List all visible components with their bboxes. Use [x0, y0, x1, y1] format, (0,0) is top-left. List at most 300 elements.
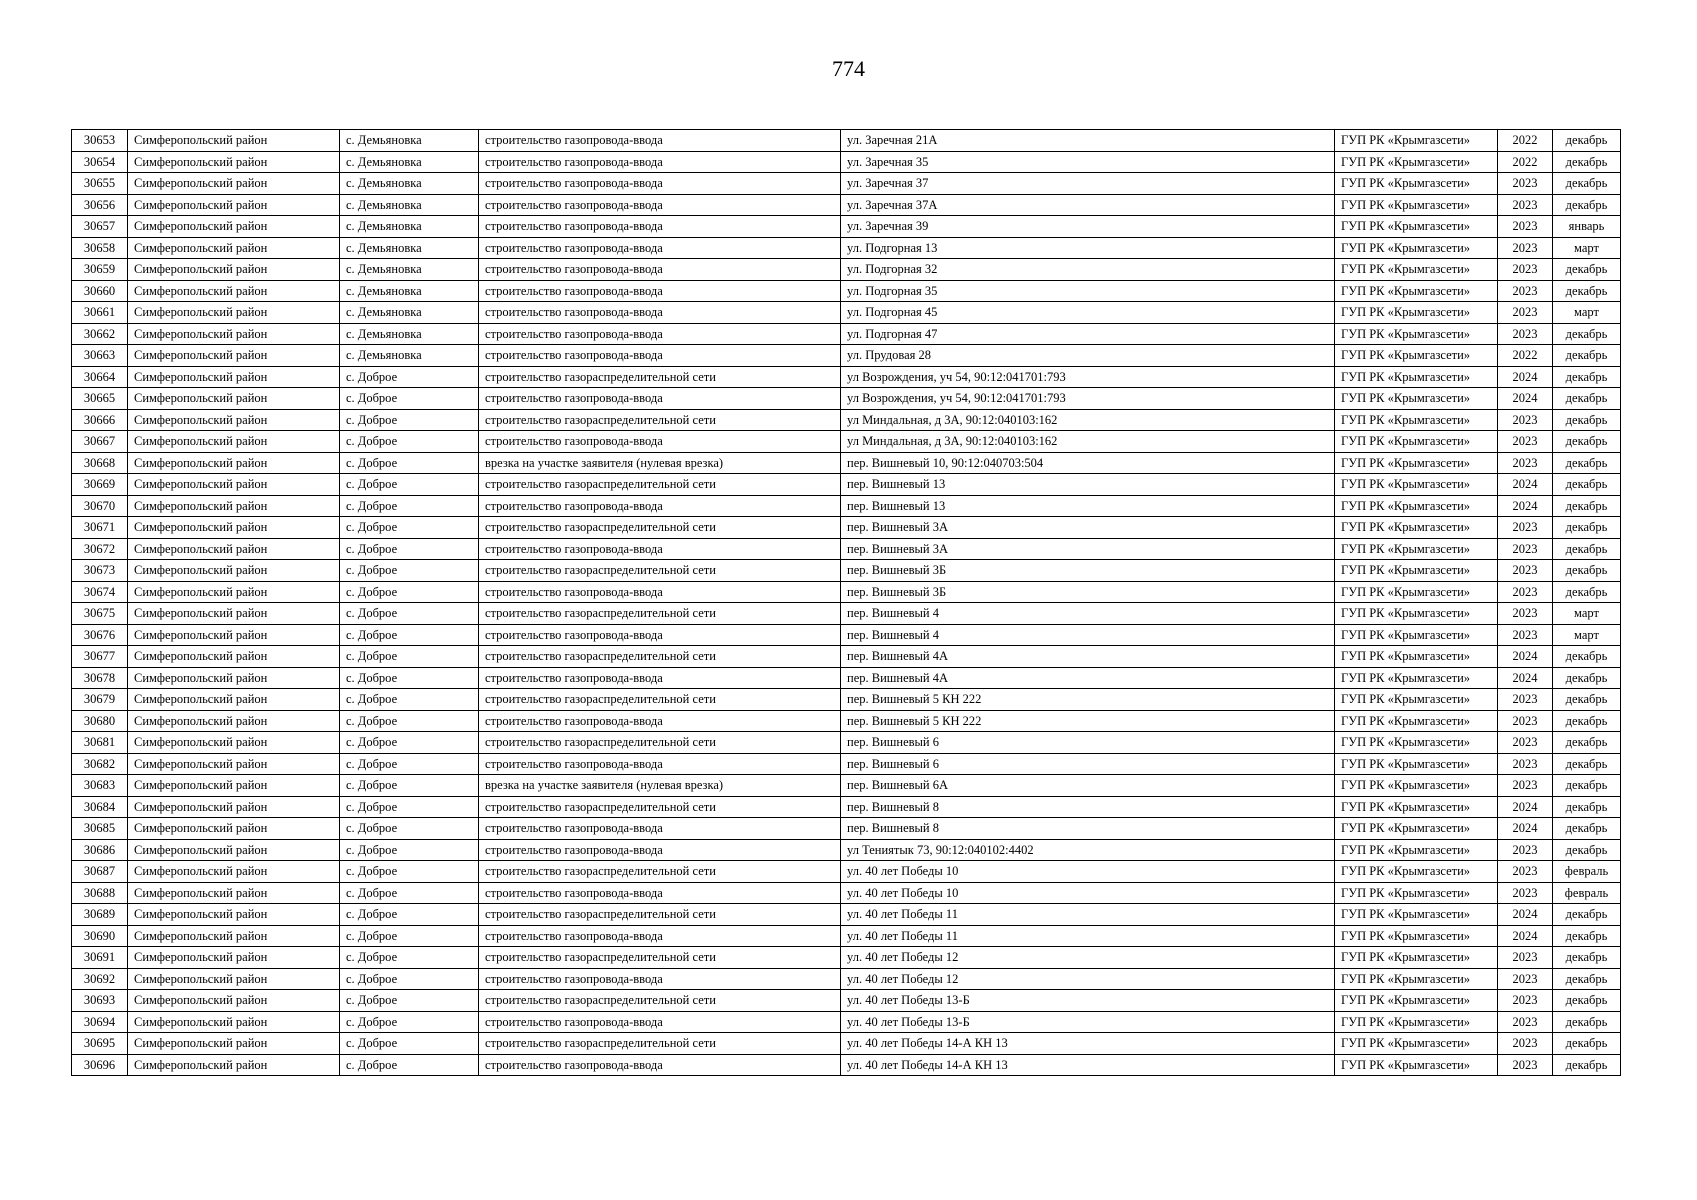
record-number: 30688 — [72, 882, 128, 904]
work-type-cell: строительство газораспределительной сети — [479, 861, 841, 883]
table-row — [72, 796, 1621, 818]
year-cell: 2024 — [1498, 388, 1553, 410]
year-cell: 2024 — [1498, 366, 1553, 388]
district-cell: Симферопольский район — [128, 624, 340, 646]
address-cell: ул. Прудовая 28 — [841, 345, 1335, 367]
address-cell: ул. Подгорная 32 — [841, 259, 1335, 281]
organization-cell: ГУП РК «Крымгазсети» — [1335, 259, 1498, 281]
table-row — [72, 495, 1621, 517]
locality-cell: с. Доброе — [340, 388, 479, 410]
address-cell: пер. Вишневый 5 КН 222 — [841, 689, 1335, 711]
locality-cell: с. Доброе — [340, 1011, 479, 1033]
year-cell: 2023 — [1498, 839, 1553, 861]
district-cell: Симферопольский район — [128, 646, 340, 668]
year-cell: 2024 — [1498, 818, 1553, 840]
locality-cell: с. Доброе — [340, 667, 479, 689]
year-cell: 2022 — [1498, 130, 1553, 152]
organization-cell: ГУП РК «Крымгазсети» — [1335, 947, 1498, 969]
year-cell: 2023 — [1498, 947, 1553, 969]
table-row — [72, 624, 1621, 646]
address-cell: пер. Вишневый 3Б — [841, 560, 1335, 582]
record-number: 30654 — [72, 151, 128, 173]
record-number: 30666 — [72, 409, 128, 431]
address-cell: ул. 40 лет Победы 13-Б — [841, 990, 1335, 1012]
work-type-cell: строительство газопровода-ввода — [479, 495, 841, 517]
work-type-cell: строительство газопровода-ввода — [479, 710, 841, 732]
month-cell: декабрь — [1553, 517, 1621, 539]
month-cell: декабрь — [1553, 1054, 1621, 1076]
organization-cell: ГУП РК «Крымгазсети» — [1335, 710, 1498, 732]
address-cell: ул. 40 лет Победы 11 — [841, 925, 1335, 947]
locality-cell: с. Доброе — [340, 624, 479, 646]
month-cell: декабрь — [1553, 323, 1621, 345]
organization-cell: ГУП РК «Крымгазсети» — [1335, 194, 1498, 216]
work-type-cell: строительство газораспределительной сети — [479, 409, 841, 431]
organization-cell: ГУП РК «Крымгазсети» — [1335, 990, 1498, 1012]
month-cell: декабрь — [1553, 474, 1621, 496]
table-row — [72, 388, 1621, 410]
locality-cell: с. Демьяновка — [340, 151, 479, 173]
work-type-cell: строительство газопровода-ввода — [479, 538, 841, 560]
organization-cell: ГУП РК «Крымгазсети» — [1335, 839, 1498, 861]
work-type-cell: строительство газораспределительной сети — [479, 474, 841, 496]
district-cell: Симферопольский район — [128, 474, 340, 496]
district-cell: Симферопольский район — [128, 1033, 340, 1055]
month-cell: декабрь — [1553, 431, 1621, 453]
address-cell: пер. Вишневый 6 — [841, 753, 1335, 775]
district-cell: Симферопольский район — [128, 431, 340, 453]
locality-cell: с. Демьяновка — [340, 259, 479, 281]
locality-cell: с. Доброе — [340, 495, 479, 517]
month-cell: декабрь — [1553, 775, 1621, 797]
district-cell: Симферопольский район — [128, 280, 340, 302]
year-cell: 2023 — [1498, 280, 1553, 302]
table-row — [72, 732, 1621, 754]
record-number: 30696 — [72, 1054, 128, 1076]
work-type-cell: строительство газопровода-ввода — [479, 194, 841, 216]
month-cell: декабрь — [1553, 710, 1621, 732]
locality-cell: с. Доброе — [340, 990, 479, 1012]
record-number: 30675 — [72, 603, 128, 625]
address-cell: ул. Заречная 37А — [841, 194, 1335, 216]
month-cell: март — [1553, 302, 1621, 324]
year-cell: 2024 — [1498, 495, 1553, 517]
work-type-cell: строительство газопровода-ввода — [479, 388, 841, 410]
locality-cell: с. Доброе — [340, 452, 479, 474]
table-row — [72, 581, 1621, 603]
locality-cell: с. Доброе — [340, 818, 479, 840]
year-cell: 2023 — [1498, 882, 1553, 904]
district-cell: Симферопольский район — [128, 990, 340, 1012]
month-cell: декабрь — [1553, 259, 1621, 281]
month-cell: декабрь — [1553, 796, 1621, 818]
month-cell: декабрь — [1553, 1033, 1621, 1055]
organization-cell: ГУП РК «Крымгазсети» — [1335, 452, 1498, 474]
address-cell: пер. Вишневый 6 — [841, 732, 1335, 754]
record-number: 30695 — [72, 1033, 128, 1055]
locality-cell: с. Демьяновка — [340, 302, 479, 324]
record-number: 30664 — [72, 366, 128, 388]
address-cell: ул. Заречная 39 — [841, 216, 1335, 238]
organization-cell: ГУП РК «Крымгазсети» — [1335, 1011, 1498, 1033]
record-number: 30657 — [72, 216, 128, 238]
work-type-cell: строительство газопровода-ввода — [479, 302, 841, 324]
work-type-cell: строительство газопровода-ввода — [479, 173, 841, 195]
locality-cell: с. Демьяновка — [340, 323, 479, 345]
year-cell: 2023 — [1498, 302, 1553, 324]
locality-cell: с. Доброе — [340, 1054, 479, 1076]
organization-cell: ГУП РК «Крымгазсети» — [1335, 474, 1498, 496]
month-cell: декабрь — [1553, 409, 1621, 431]
district-cell: Симферопольский район — [128, 237, 340, 259]
month-cell: декабрь — [1553, 538, 1621, 560]
record-number: 30686 — [72, 839, 128, 861]
record-number: 30659 — [72, 259, 128, 281]
year-cell: 2023 — [1498, 452, 1553, 474]
year-cell: 2022 — [1498, 345, 1553, 367]
month-cell: декабрь — [1553, 904, 1621, 926]
organization-cell: ГУП РК «Крымгазсети» — [1335, 689, 1498, 711]
address-cell: ул. 40 лет Победы 12 — [841, 968, 1335, 990]
organization-cell: ГУП РК «Крымгазсети» — [1335, 775, 1498, 797]
year-cell: 2023 — [1498, 173, 1553, 195]
organization-cell: ГУП РК «Крымгазсети» — [1335, 904, 1498, 926]
month-cell: март — [1553, 237, 1621, 259]
work-type-cell: строительство газопровода-ввода — [479, 216, 841, 238]
locality-cell: с. Демьяновка — [340, 237, 479, 259]
locality-cell: с. Доброе — [340, 474, 479, 496]
locality-cell: с. Доброе — [340, 861, 479, 883]
district-cell: Симферопольский район — [128, 861, 340, 883]
locality-cell: с. Демьяновка — [340, 280, 479, 302]
organization-cell: ГУП РК «Крымгазсети» — [1335, 216, 1498, 238]
record-number: 30674 — [72, 581, 128, 603]
organization-cell: ГУП РК «Крымгазсети» — [1335, 302, 1498, 324]
work-type-cell: строительство газопровода-ввода — [479, 1054, 841, 1076]
work-type-cell: строительство газораспределительной сети — [479, 990, 841, 1012]
year-cell: 2023 — [1498, 732, 1553, 754]
year-cell: 2023 — [1498, 560, 1553, 582]
year-cell: 2023 — [1498, 1033, 1553, 1055]
organization-cell: ГУП РК «Крымгазсети» — [1335, 280, 1498, 302]
year-cell: 2023 — [1498, 968, 1553, 990]
organization-cell: ГУП РК «Крымгазсети» — [1335, 882, 1498, 904]
district-cell: Симферопольский район — [128, 259, 340, 281]
record-number: 30655 — [72, 173, 128, 195]
address-cell: ул. 40 лет Победы 14-А КН 13 — [841, 1033, 1335, 1055]
address-cell: пер. Вишневый 3А — [841, 538, 1335, 560]
table-row — [72, 345, 1621, 367]
table-row — [72, 925, 1621, 947]
work-type-cell: строительство газопровода-ввода — [479, 130, 841, 152]
work-type-cell: строительство газопровода-ввода — [479, 1011, 841, 1033]
month-cell: декабрь — [1553, 667, 1621, 689]
address-cell: пер. Вишневый 4А — [841, 646, 1335, 668]
month-cell: декабрь — [1553, 925, 1621, 947]
table-row — [72, 452, 1621, 474]
year-cell: 2023 — [1498, 990, 1553, 1012]
month-cell: декабрь — [1553, 345, 1621, 367]
month-cell: декабрь — [1553, 581, 1621, 603]
district-cell: Симферопольский район — [128, 1054, 340, 1076]
address-cell: ул. Заречная 35 — [841, 151, 1335, 173]
year-cell: 2023 — [1498, 259, 1553, 281]
month-cell: декабрь — [1553, 1011, 1621, 1033]
year-cell: 2024 — [1498, 667, 1553, 689]
year-cell: 2024 — [1498, 925, 1553, 947]
work-type-cell: строительство газораспределительной сети — [479, 1033, 841, 1055]
record-number: 30658 — [72, 237, 128, 259]
address-cell: ул. Подгорная 35 — [841, 280, 1335, 302]
organization-cell: ГУП РК «Крымгазсети» — [1335, 1033, 1498, 1055]
district-cell: Симферопольский район — [128, 409, 340, 431]
work-type-cell: строительство газораспределительной сети — [479, 732, 841, 754]
address-cell: ул. Подгорная 45 — [841, 302, 1335, 324]
year-cell: 2023 — [1498, 861, 1553, 883]
address-cell: пер. Вишневый 13 — [841, 495, 1335, 517]
organization-cell: ГУП РК «Крымгазсети» — [1335, 130, 1498, 152]
address-cell: пер. Вишневый 3А — [841, 517, 1335, 539]
work-type-cell: строительство газопровода-ввода — [479, 431, 841, 453]
table-row — [72, 151, 1621, 173]
organization-cell: ГУП РК «Крымгазсети» — [1335, 538, 1498, 560]
organization-cell: ГУП РК «Крымгазсети» — [1335, 968, 1498, 990]
locality-cell: с. Доброе — [340, 775, 479, 797]
year-cell: 2024 — [1498, 904, 1553, 926]
address-cell: пер. Вишневый 5 КН 222 — [841, 710, 1335, 732]
organization-cell: ГУП РК «Крымгазсети» — [1335, 237, 1498, 259]
district-cell: Симферопольский район — [128, 839, 340, 861]
month-cell: март — [1553, 603, 1621, 625]
address-cell: ул. 40 лет Победы 13-Б — [841, 1011, 1335, 1033]
year-cell: 2023 — [1498, 581, 1553, 603]
record-number: 30665 — [72, 388, 128, 410]
record-number: 30653 — [72, 130, 128, 152]
district-cell: Симферопольский район — [128, 904, 340, 926]
month-cell: март — [1553, 624, 1621, 646]
year-cell: 2022 — [1498, 151, 1553, 173]
district-cell: Симферопольский район — [128, 796, 340, 818]
record-number: 30691 — [72, 947, 128, 969]
record-number: 30694 — [72, 1011, 128, 1033]
record-number: 30656 — [72, 194, 128, 216]
record-number: 30667 — [72, 431, 128, 453]
address-cell: пер. Вишневый 3Б — [841, 581, 1335, 603]
locality-cell: с. Доброе — [340, 646, 479, 668]
year-cell: 2023 — [1498, 624, 1553, 646]
district-cell: Симферопольский район — [128, 925, 340, 947]
organization-cell: ГУП РК «Крымгазсети» — [1335, 409, 1498, 431]
work-type-cell: строительство газопровода-ввода — [479, 237, 841, 259]
record-number: 30668 — [72, 452, 128, 474]
month-cell: декабрь — [1553, 560, 1621, 582]
month-cell: декабрь — [1553, 818, 1621, 840]
work-type-cell: строительство газораспределительной сети — [479, 904, 841, 926]
year-cell: 2023 — [1498, 409, 1553, 431]
district-cell: Симферопольский район — [128, 173, 340, 195]
month-cell: декабрь — [1553, 366, 1621, 388]
record-number: 30679 — [72, 689, 128, 711]
work-type-cell: строительство газораспределительной сети — [479, 603, 841, 625]
address-cell: пер. Вишневый 10, 90:12:040703:504 — [841, 452, 1335, 474]
year-cell: 2024 — [1498, 796, 1553, 818]
record-number: 30684 — [72, 796, 128, 818]
record-number: 30680 — [72, 710, 128, 732]
table-row — [72, 1011, 1621, 1033]
work-type-cell: строительство газораспределительной сети — [479, 947, 841, 969]
address-cell: ул. 40 лет Победы 11 — [841, 904, 1335, 926]
year-cell: 2023 — [1498, 194, 1553, 216]
organization-cell: ГУП РК «Крымгазсети» — [1335, 173, 1498, 195]
locality-cell: с. Доброе — [340, 796, 479, 818]
record-number: 30683 — [72, 775, 128, 797]
district-cell: Симферопольский район — [128, 603, 340, 625]
district-cell: Симферопольский район — [128, 345, 340, 367]
address-cell: ул. Заречная 37 — [841, 173, 1335, 195]
record-number: 30690 — [72, 925, 128, 947]
district-cell: Симферопольский район — [128, 302, 340, 324]
organization-cell: ГУП РК «Крымгазсети» — [1335, 861, 1498, 883]
month-cell: декабрь — [1553, 732, 1621, 754]
district-cell: Симферопольский район — [128, 753, 340, 775]
locality-cell: с. Демьяновка — [340, 216, 479, 238]
month-cell: декабрь — [1553, 947, 1621, 969]
record-number: 30678 — [72, 667, 128, 689]
work-type-cell: строительство газопровода-ввода — [479, 581, 841, 603]
district-cell: Симферопольский район — [128, 775, 340, 797]
year-cell: 2023 — [1498, 323, 1553, 345]
work-type-cell: строительство газораспределительной сети — [479, 517, 841, 539]
table-row — [72, 1054, 1621, 1076]
district-cell: Симферопольский район — [128, 882, 340, 904]
work-type-cell: строительство газопровода-ввода — [479, 925, 841, 947]
year-cell: 2023 — [1498, 689, 1553, 711]
district-cell: Симферопольский район — [128, 667, 340, 689]
year-cell: 2023 — [1498, 517, 1553, 539]
address-cell: ул Возрождения, уч 54, 90:12:041701:793 — [841, 366, 1335, 388]
table-row — [72, 1033, 1621, 1055]
month-cell: декабрь — [1553, 839, 1621, 861]
locality-cell: с. Демьяновка — [340, 345, 479, 367]
organization-cell: ГУП РК «Крымгазсети» — [1335, 667, 1498, 689]
table-row — [72, 517, 1621, 539]
month-cell: декабрь — [1553, 388, 1621, 410]
organization-cell: ГУП РК «Крымгазсети» — [1335, 495, 1498, 517]
address-cell: пер. Вишневый 4 — [841, 624, 1335, 646]
district-cell: Симферопольский район — [128, 818, 340, 840]
locality-cell: с. Доброе — [340, 925, 479, 947]
register-body — [72, 130, 1621, 1076]
month-cell: декабрь — [1553, 646, 1621, 668]
year-cell: 2024 — [1498, 646, 1553, 668]
work-type-cell: строительство газораспределительной сети — [479, 689, 841, 711]
work-type-cell: строительство газопровода-ввода — [479, 968, 841, 990]
organization-cell: ГУП РК «Крымгазсети» — [1335, 151, 1498, 173]
district-cell: Симферопольский район — [128, 538, 340, 560]
organization-cell: ГУП РК «Крымгазсети» — [1335, 796, 1498, 818]
table-row — [72, 280, 1621, 302]
record-number: 30662 — [72, 323, 128, 345]
locality-cell: с. Демьяновка — [340, 130, 479, 152]
district-cell: Симферопольский район — [128, 947, 340, 969]
locality-cell: с. Доброе — [340, 1033, 479, 1055]
year-cell: 2023 — [1498, 216, 1553, 238]
address-cell: ул. Подгорная 47 — [841, 323, 1335, 345]
record-number: 30660 — [72, 280, 128, 302]
locality-cell: с. Демьяновка — [340, 173, 479, 195]
locality-cell: с. Доброе — [340, 366, 479, 388]
table-row — [72, 216, 1621, 238]
year-cell: 2023 — [1498, 431, 1553, 453]
table-row — [72, 775, 1621, 797]
organization-cell: ГУП РК «Крымгазсети» — [1335, 517, 1498, 539]
table-row — [72, 237, 1621, 259]
work-type-cell: строительство газораспределительной сети — [479, 796, 841, 818]
table-row — [72, 302, 1621, 324]
locality-cell: с. Доброе — [340, 689, 479, 711]
organization-cell: ГУП РК «Крымгазсети» — [1335, 1054, 1498, 1076]
district-cell: Симферопольский район — [128, 495, 340, 517]
organization-cell: ГУП РК «Крымгазсети» — [1335, 323, 1498, 345]
record-number: 30685 — [72, 818, 128, 840]
organization-cell: ГУП РК «Крымгазсети» — [1335, 366, 1498, 388]
year-cell: 2023 — [1498, 603, 1553, 625]
organization-cell: ГУП РК «Крымгазсети» — [1335, 925, 1498, 947]
work-type-cell: строительство газопровода-ввода — [479, 667, 841, 689]
table-row — [72, 538, 1621, 560]
month-cell: декабрь — [1553, 689, 1621, 711]
record-number: 30672 — [72, 538, 128, 560]
organization-cell: ГУП РК «Крымгазсети» — [1335, 603, 1498, 625]
record-number: 30661 — [72, 302, 128, 324]
locality-cell: с. Доброе — [340, 603, 479, 625]
work-type-cell: строительство газораспределительной сети — [479, 560, 841, 582]
district-cell: Симферопольский район — [128, 216, 340, 238]
work-type-cell: строительство газопровода-ввода — [479, 259, 841, 281]
record-number: 30673 — [72, 560, 128, 582]
record-number: 30677 — [72, 646, 128, 668]
organization-cell: ГУП РК «Крымгазсети» — [1335, 345, 1498, 367]
year-cell: 2023 — [1498, 538, 1553, 560]
table-row — [72, 323, 1621, 345]
record-number: 30682 — [72, 753, 128, 775]
table-row — [72, 839, 1621, 861]
table-row — [72, 904, 1621, 926]
organization-cell: ГУП РК «Крымгазсети» — [1335, 732, 1498, 754]
locality-cell: с. Доброе — [340, 947, 479, 969]
work-type-cell: строительство газопровода-ввода — [479, 882, 841, 904]
work-type-cell: строительство газопровода-ввода — [479, 151, 841, 173]
locality-cell: с. Демьяновка — [340, 194, 479, 216]
table-row — [72, 173, 1621, 195]
organization-cell: ГУП РК «Крымгазсети» — [1335, 560, 1498, 582]
locality-cell: с. Доброе — [340, 732, 479, 754]
record-number: 30663 — [72, 345, 128, 367]
work-type-cell: строительство газопровода-ввода — [479, 323, 841, 345]
organization-cell: ГУП РК «Крымгазсети» — [1335, 431, 1498, 453]
record-number: 30671 — [72, 517, 128, 539]
month-cell: февраль — [1553, 882, 1621, 904]
record-number: 30687 — [72, 861, 128, 883]
year-cell: 2023 — [1498, 1011, 1553, 1033]
table-row — [72, 710, 1621, 732]
table-row — [72, 603, 1621, 625]
table-row — [72, 560, 1621, 582]
table-row — [72, 882, 1621, 904]
year-cell: 2023 — [1498, 1054, 1553, 1076]
year-cell: 2023 — [1498, 753, 1553, 775]
year-cell: 2023 — [1498, 237, 1553, 259]
